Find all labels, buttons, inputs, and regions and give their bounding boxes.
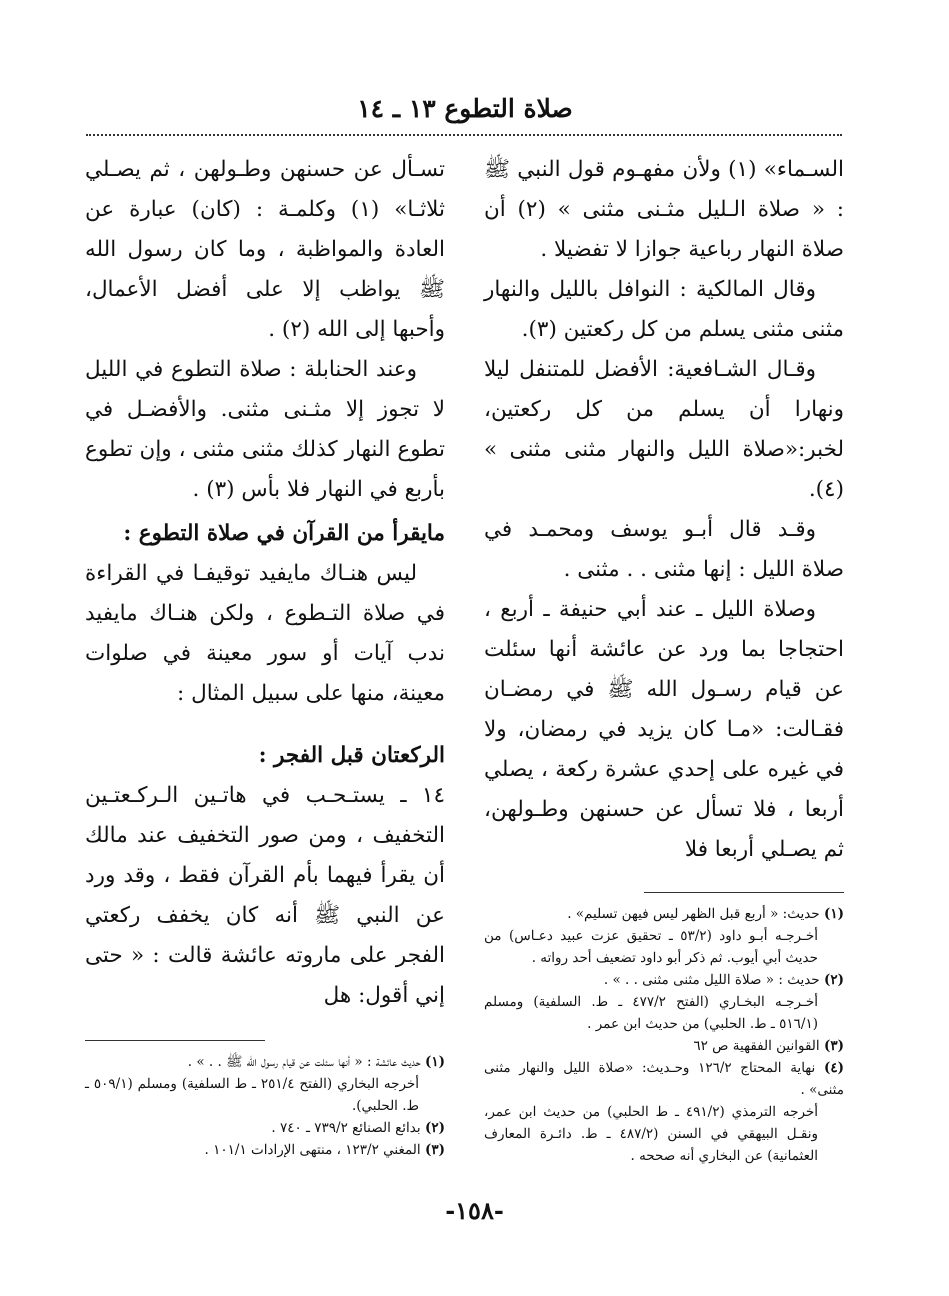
- right-footnote-4-line-2: أخرجه الترمذي (٤٩١/٢ ـ ط الحلبي) من حديث ابن عمر، ونقـل البيهقي في السنن (٤٨٧/٢ ـ ط. دائـرة المعارف العثمانية) عن البخاري أنه صححه .: [484, 1104, 819, 1164]
- right-paragraph-3-text: وقـال الشـافعية: الأفضل للمتنفل ليلا ونهارا أن يسلم من كل ركعتين، لخبر:«صلاة الليل والنهار مثنى مثنى » (٤).: [484, 357, 844, 502]
- right-footnote-3: [484, 1035, 844, 1057]
- right-footnote-4-num: (٤): [823, 1060, 844, 1076]
- left-footnote-2: [85, 1117, 445, 1139]
- right-footnote-2-line-2: أخـرجـه البخـاري (الفتح ٤٧٧/٢ ـ ط. السلفية) ومسلم (٥١٦/١ ـ ط. الحلبي) من حديث ابن عمر .: [484, 994, 818, 1032]
- right-footnote-2-line-1: حديث : « صلاة الليل مثنى مثنى . . » .: [603, 972, 820, 988]
- running-header: صلاة التطوع ١٣ ـ ١٤: [357, 94, 573, 123]
- right-footnote-2: [484, 969, 844, 1035]
- left-paragraph-2: [85, 350, 445, 510]
- right-paragraph-5: [484, 590, 844, 870]
- right-paragraph-1: السـماء» (١) ولأن مفهـوم قول النبي ﷺ : « صلاة الـليل مثـنى مثنى » (٢) أن صلاة النهار رباعية جوازا لا تفضيلا .: [484, 157, 844, 262]
- right-footnote-rule: [644, 892, 844, 893]
- right-paragraph-4-text: وقـد قال أبـو يوسف ومحمـد في صلاة الليل : إنها مثنى . . مثنى .: [484, 517, 844, 582]
- left-footnote-2-num: (٢): [424, 1120, 445, 1136]
- left-footnote-1-line-1: حديث عائشة : « أنها سئلت عن قيام رسول الله ﷺ . . » .: [187, 1054, 421, 1070]
- left-paragraph-3: [85, 554, 445, 714]
- right-column: [484, 150, 844, 1167]
- right-paragraph-4: [484, 510, 844, 590]
- right-footnote-2-num: (٢): [823, 972, 844, 988]
- right-footnote-1-num: (١): [823, 906, 844, 922]
- section-heading-fajr-rakaat: الركعتان قبل الفجر :: [258, 743, 445, 768]
- left-footnote-1: [85, 1051, 445, 1117]
- left-footnote-1-num: (١): [424, 1054, 445, 1070]
- right-paragraph-2-text: وقال المالكية : النوافل بالليل والنهار مثنى مثنى يسلم من كل ركعتين (٣).: [484, 277, 844, 342]
- left-footnote-rule: [85, 1040, 265, 1041]
- left-footnote-2-line-1: بدائع الصنائع ٧٣٩/٢ ـ ٧٤٠ .: [271, 1120, 421, 1136]
- left-paragraph-1: تسـأل عن حسنهن وطـولهن ، ثم يصـلي ثلاثـا» (١) وكلمـة : (كان) عبارة عن العادة والمواظبة ، وما كان رسول الله ﷺ يواظب إلا على أفضل الأعمال، وأحبها إلى الله (٢) .: [85, 157, 445, 342]
- right-paragraph-5-text: وصلاة الليل ـ عند أبي حنيفة ـ أربع ، احتجاجا بما ورد عن عائشة أنها سئلت عن قيام رسـول الله ﷺ في رمضـان فقـالت: «مـا كان يزيد في رمضان، ولا في غيره على إحدي عشرة ركعة ، يصلي أربعا ، فلا تسأل عن حسنهن وطـولهن، ثم يصـلي أربعا فلا: [484, 597, 844, 862]
- left-footnote-3: [85, 1139, 445, 1161]
- right-footnote-4-line-1: نهاية المحتاج ١٢٦/٢ وحـديث: «صلاة الليل والنهار مثنى مثنى» .: [484, 1060, 844, 1098]
- right-paragraph-3: [484, 350, 844, 510]
- right-footnote-1-line-1: حديث: « أربع قبل الظهر ليس فيهن تسليم» .: [567, 906, 820, 922]
- right-footnote-1: [484, 903, 844, 969]
- left-column: [85, 150, 445, 1161]
- left-paragraph-4: ١٤ ـ يستـحـب في هاتـين الـركـعتـين التخفيف ، ومن صور التخفيف عند مالك أن يقرأ فيهما بأم القرآن فقط ، وقد ورد عن النبي ﷺ أنه كان يخفف ركعتي الفجر على ماروته عائشة قالت : « حتى إني أقول: هل: [85, 783, 445, 1008]
- right-paragraph-2: [484, 270, 844, 350]
- right-footnote-3-num: (٣): [823, 1038, 844, 1054]
- left-footnote-3-num: (٣): [424, 1142, 445, 1158]
- left-paragraph-3-text: ليس هنـاك مايفيد توقيفـا في القراءة في صلاة التـطوع ، ولكن هنـاك مايفيد ندب آيات أو سور معينة في صلوات معينة، منها على سبيل المثال :: [85, 561, 445, 706]
- section-heading-quran-reading: مايقرأ من القرآن في صلاة التطوع :: [123, 521, 445, 546]
- header-dotted-rule: [86, 134, 842, 136]
- page-number: -١٥٨-: [445, 1196, 504, 1225]
- right-footnote-3-line-1: القوانين الفقهية ص ٦٢: [693, 1038, 820, 1054]
- right-footnote-1-line-2: أخـرجـه أبـو داود (٥٣/٢ ـ تحقيق عزت عبيد دعـاس) من حديث أبي أيوب. ثم ذكر أبو داود تضعيف أحد رواته .: [484, 928, 818, 966]
- right-footnote-4: [484, 1057, 844, 1167]
- left-paragraph-2-text: وعند الحنابلة : صلاة التطوع في الليل لا تجوز إلا مثـنى مثنى. والأفضـل في تطوع النهار كذلك مثنى مثنى ، وإن تطوع بأربع في النهار فلا بأس (٣) .: [85, 357, 445, 502]
- left-footnote-1-line-2: أخرجه البخاري (الفتح ٢٥١/٤ ـ ط السلفية) ومسلم (٥٠٩/١ ـ ط. الحلبي).: [85, 1076, 420, 1114]
- left-footnote-3-line-1: المغني ١٢٣/٢ ، منتهى الإرادات ١٠١/١ .: [204, 1142, 421, 1158]
